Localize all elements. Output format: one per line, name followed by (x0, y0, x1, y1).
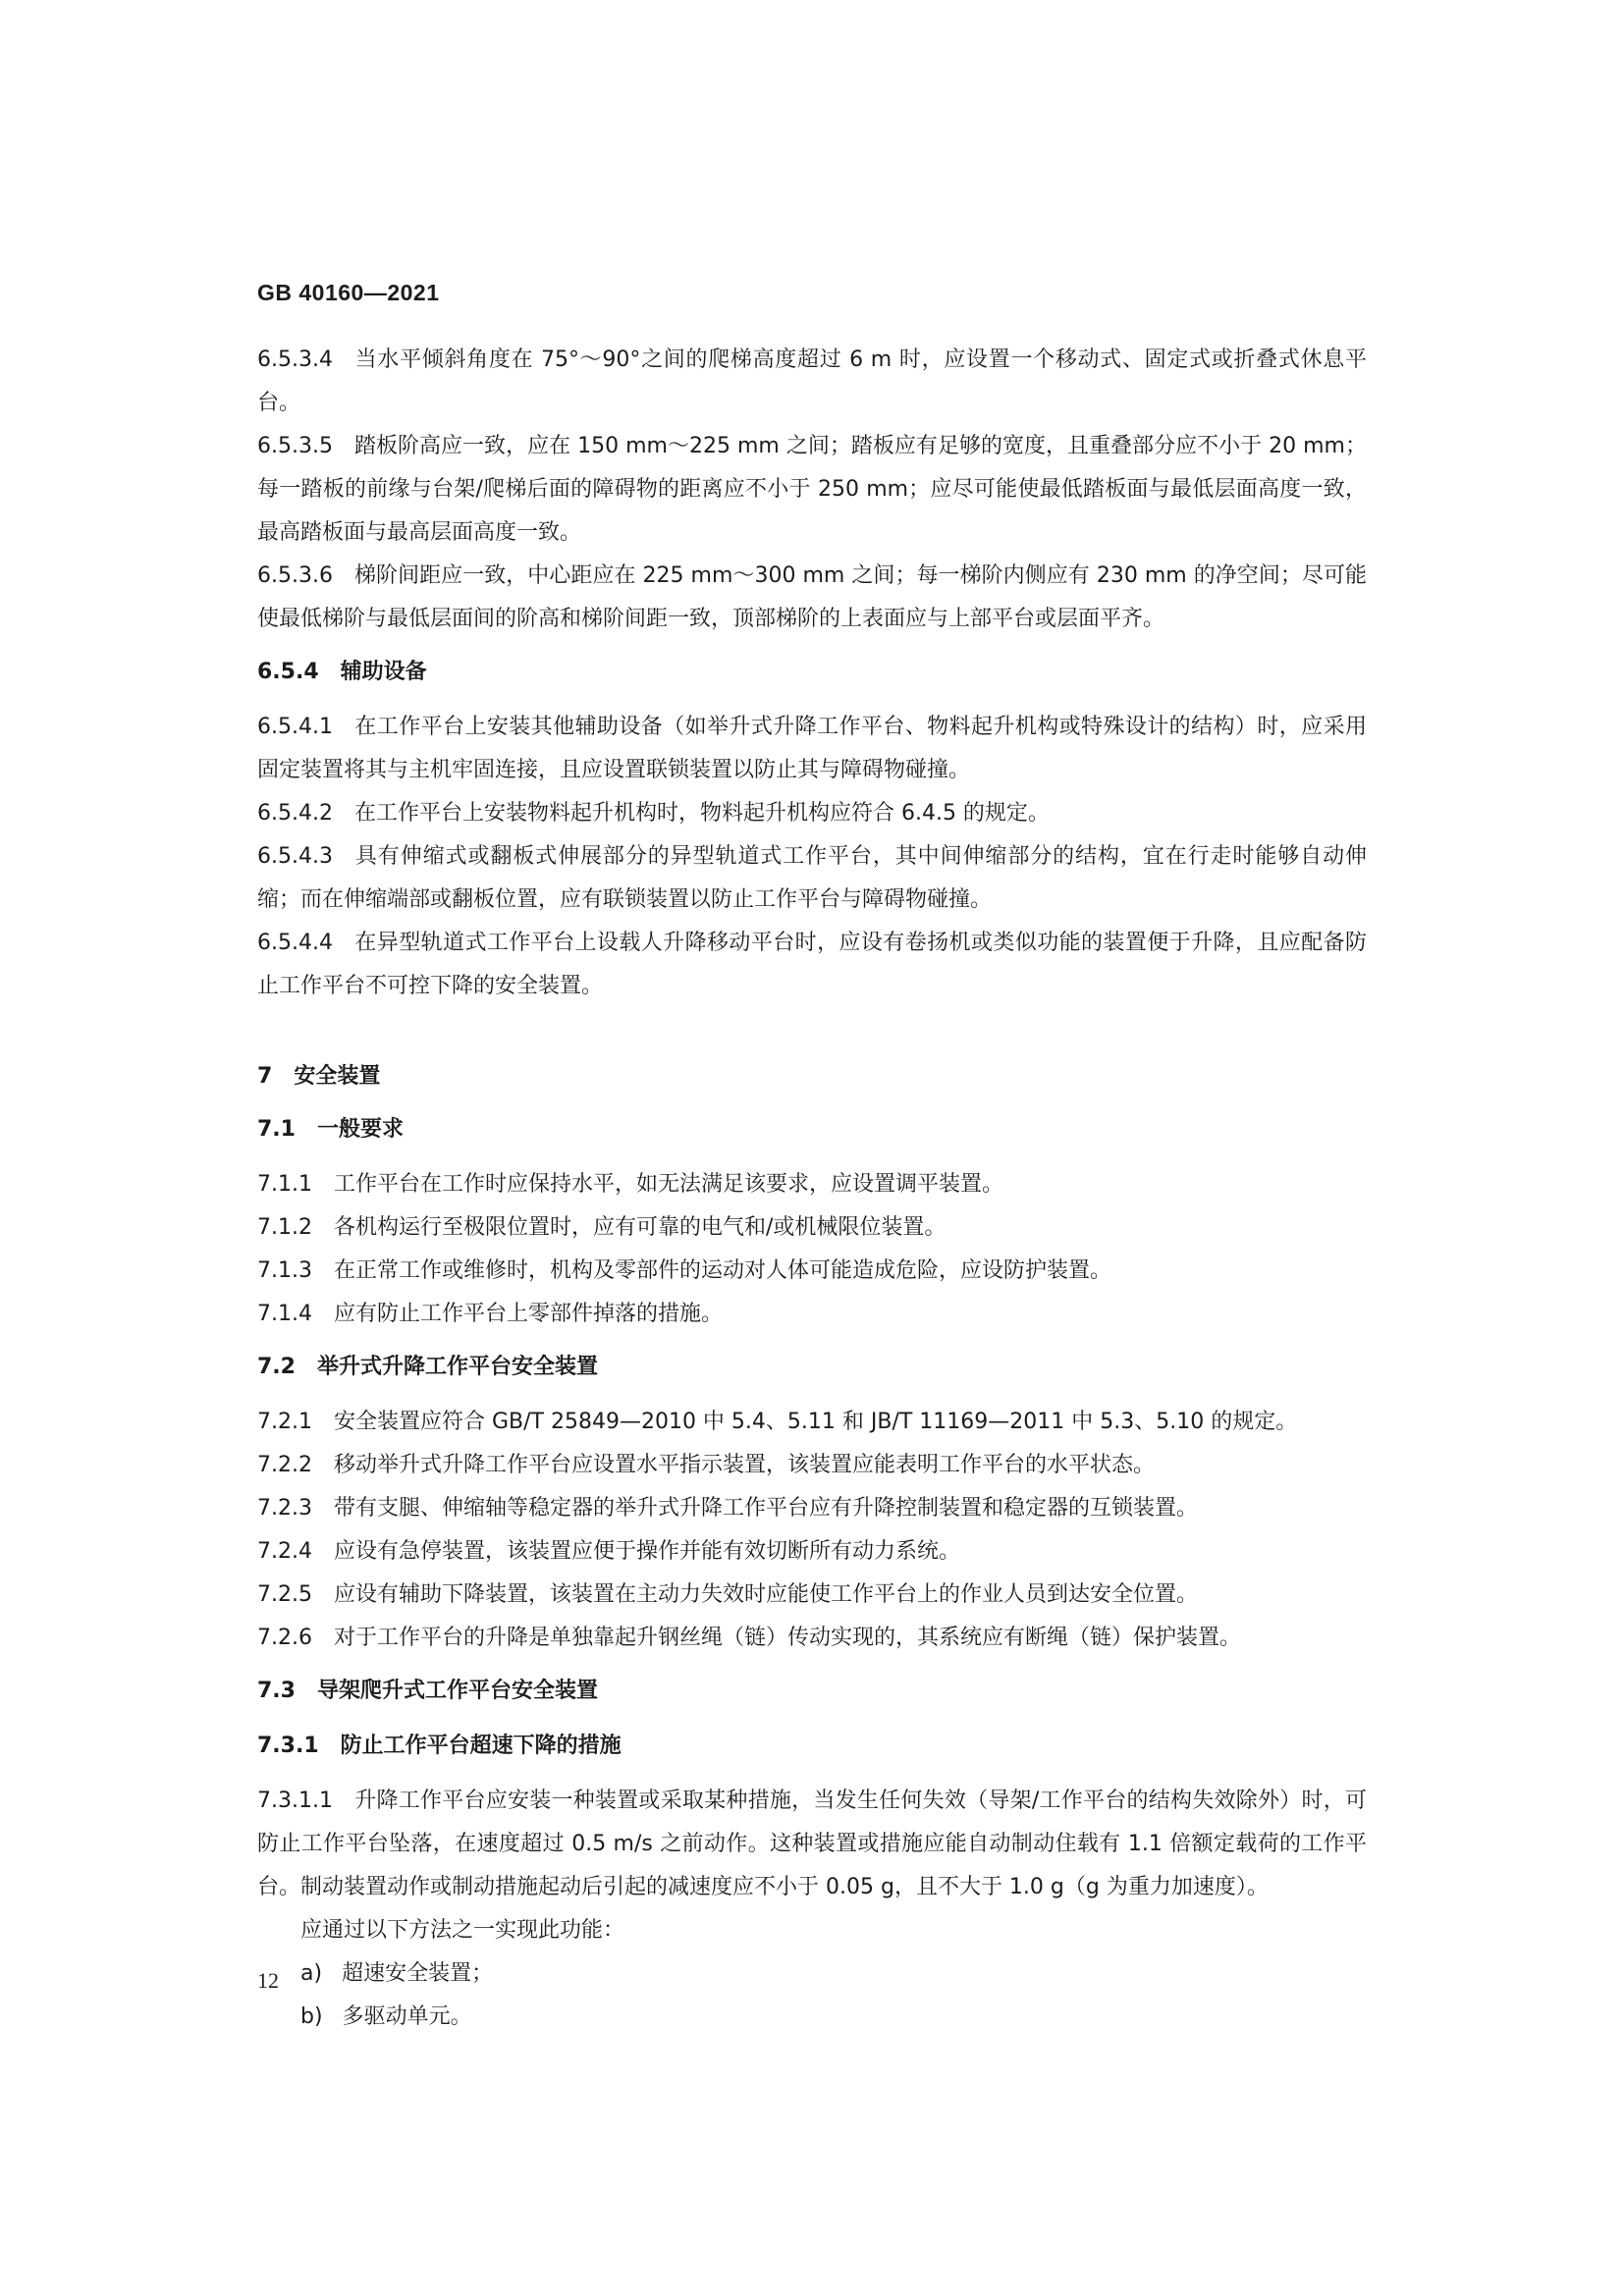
clause-paragraph (257, 425, 1367, 555)
clause-number: 6.5.4.3 (257, 844, 333, 869)
clause-paragraph (257, 1163, 1367, 1206)
list-item (257, 1952, 1367, 1996)
section-title: 导架爬升式工作平台安全装置 (316, 1679, 598, 1703)
clause-paragraph (257, 555, 1367, 641)
clause-text: 对于工作平台的升降是单独靠起升钢丝绳（链）传动实现的，其系统应有断绳（链）保护装置。 (333, 1626, 1241, 1650)
section-title: 防止工作平台超速下降的措施 (340, 1734, 622, 1758)
clause-text: 在工作平台上安装其他辅助设备（如举升式升降工作平台、物料起升机构或特殊设计的结构）时，应采用固定装置将其与主机牢固连接，且应设置联锁装置以防止其与障碍物碰撞。 (257, 715, 1367, 782)
section-title: 安全装置 (294, 1064, 381, 1089)
clause-paragraph (257, 1444, 1367, 1487)
clause-paragraph (257, 1206, 1367, 1250)
clause-text: 应设有辅助下降装置，该装置在主动力失效时应能使工作平台上的作业人员到达安全位置。 (333, 1582, 1198, 1607)
page-number: 12 (257, 1968, 279, 1993)
clause-text: 踏板阶高应一致，应在 150 mm～225 mm 之间；踏板应有足够的宽度，且重叠部分应不小于 20 mm；每一踏板的前缘与台架/爬梯后面的障碍物的距离应不小于 250 mm；应尽可能使最低踏板面与最低层面高度一致，最高踏板面与最高层面高度一致。 (257, 434, 1367, 545)
clause-number: 6.5.4.2 (257, 801, 333, 826)
clause-text: 应设有急停装置，该装置应便于操作并能有效切断所有动力系统。 (333, 1539, 960, 1564)
clause-text: 移动举升式升降工作平台应设置水平指示装置，该装置应能表明工作平台的水平状态。 (333, 1453, 1155, 1477)
clause-text: 应有防止工作平台上零部件掉落的措施。 (333, 1302, 723, 1326)
clause-text: 在异型轨道式工作平台上设载人升降移动平台时，应设有卷扬机或类似功能的装置便于升降，且应配备防止工作平台不可控下降的安全装置。 (257, 931, 1367, 998)
clause-number: 6.5.4.1 (257, 715, 333, 739)
section-heading (257, 1725, 1367, 1768)
clause-paragraph (257, 792, 1367, 835)
list-marker: b) (300, 2004, 323, 2029)
clause-number: 7.2.4 (257, 1539, 312, 1564)
section-number: 7.3.1 (257, 1734, 319, 1758)
clause-paragraph (257, 1617, 1367, 1660)
list-marker: a) (300, 1961, 323, 1986)
clause-number: 7.2.1 (257, 1410, 312, 1434)
section-title: 一般要求 (316, 1117, 404, 1142)
indented-paragraph: 应通过以下方法之一实现此功能： (300, 1918, 625, 1943)
clause-paragraph (257, 1250, 1367, 1293)
clause-paragraph (257, 1401, 1367, 1444)
clause-number: 7.2.2 (257, 1453, 312, 1477)
clause-paragraph (257, 1293, 1367, 1336)
section-title: 辅助设备 (340, 660, 427, 684)
clause-paragraph (257, 922, 1367, 1008)
clause-number: 7.2.5 (257, 1582, 312, 1607)
clause-text: 具有伸缩式或翻板式伸展部分的异型轨道式工作平台，其中间伸缩部分的结构，宜在行走时能够自动伸缩；而在伸缩端部或翻板位置，应有联锁装置以防止工作平台与障碍物碰撞。 (257, 844, 1367, 912)
section-title: 举升式升降工作平台安全装置 (316, 1355, 598, 1379)
clause-number: 6.5.3.5 (257, 434, 333, 458)
section-heading (257, 1346, 1367, 1389)
clause-paragraph (257, 339, 1367, 425)
clause-paragraph (257, 706, 1367, 792)
clause-number: 7.1.2 (257, 1215, 312, 1240)
clause-paragraph (257, 1574, 1367, 1617)
standard-code-header: GB 40160—2021 (257, 280, 440, 305)
section-heading (257, 1055, 1367, 1098)
clause-paragraph (257, 1487, 1367, 1530)
section-number: 6.5.4 (257, 660, 319, 684)
clause-number: 7.2.6 (257, 1626, 312, 1650)
clause-text: 梯阶间距应一致，中心距应在 225 mm～300 mm 之间；每一梯阶内侧应有 230 mm 的净空间；尽可能使最低梯阶与最低层面间的阶高和梯阶间距一致，顶部梯阶的上表面应与上部平台或层面平齐。 (257, 563, 1367, 631)
clause-number: 6.5.3.6 (257, 563, 333, 588)
clause-number: 7.1.1 (257, 1172, 312, 1197)
clause-text: 当水平倾斜角度在 75°～90°之间的爬梯高度超过 6 m 时，应设置一个移动式、固定式或折叠式休息平台。 (257, 347, 1367, 415)
clause-paragraph (257, 1530, 1367, 1574)
clause-paragraph (257, 835, 1367, 922)
clause-text: 在工作平台上安装物料起升机构时，物料起升机构应符合 6.4.5 的规定。 (353, 801, 1050, 826)
section-number: 7.1 (257, 1117, 296, 1142)
section-heading (257, 1670, 1367, 1713)
clause-text: 安全装置应符合 GB/T 25849—2010 中 5.4、5.11 和 JB/T 11169—2011 中 5.3、5.10 的规定。 (333, 1410, 1298, 1434)
section-number: 7 (257, 1064, 273, 1089)
clause-number: 7.1.3 (257, 1258, 312, 1283)
clause-text: 各机构运行至极限位置时，应有可靠的电气和/或机械限位装置。 (333, 1215, 947, 1240)
section-number: 7.2 (257, 1355, 296, 1379)
clause-paragraph (257, 1780, 1367, 1909)
clause-text: 在正常工作或维修时，机构及零部件的运动对人体可能造成危险，应设防护装置。 (333, 1258, 1111, 1283)
list-text: 超速安全装置； (342, 1961, 494, 1986)
clause-text: 升降工作平台应安装一种装置或采取某种措施，当发生任何失效（导架/工作平台的结构失效除外）时，可防止工作平台坠落，在速度超过 0.5 m/s 之前动作。这种装置或措施应能自动制动住载有 1.1 倍额定载荷的工作平台。制动装置动作或制动措施起动后引起的减速度应不小于 0.05 g，且不大于 1.0 g（g 为重力加速度）。 (257, 1789, 1367, 1899)
document-body (257, 339, 1367, 2039)
clause-number: 7.3.1.1 (257, 1789, 333, 1813)
clause-text: 带有支腿、伸缩轴等稳定器的举升式升降工作平台应有升降控制装置和稳定器的互锁装置。 (333, 1496, 1198, 1521)
clause-text: 工作平台在工作时应保持水平，如无法满足该要求，应设置调平装置。 (333, 1172, 1003, 1197)
section-heading (257, 651, 1367, 694)
clause-number: 7.2.3 (257, 1496, 312, 1521)
clause-number: 7.1.4 (257, 1302, 312, 1326)
clause-number: 6.5.3.4 (257, 347, 333, 372)
section-heading (257, 1108, 1367, 1151)
list-text: 多驱动单元。 (342, 2004, 472, 2029)
clause-number: 6.5.4.4 (257, 931, 333, 955)
section-number: 7.3 (257, 1679, 296, 1703)
list-item (257, 1996, 1367, 2039)
